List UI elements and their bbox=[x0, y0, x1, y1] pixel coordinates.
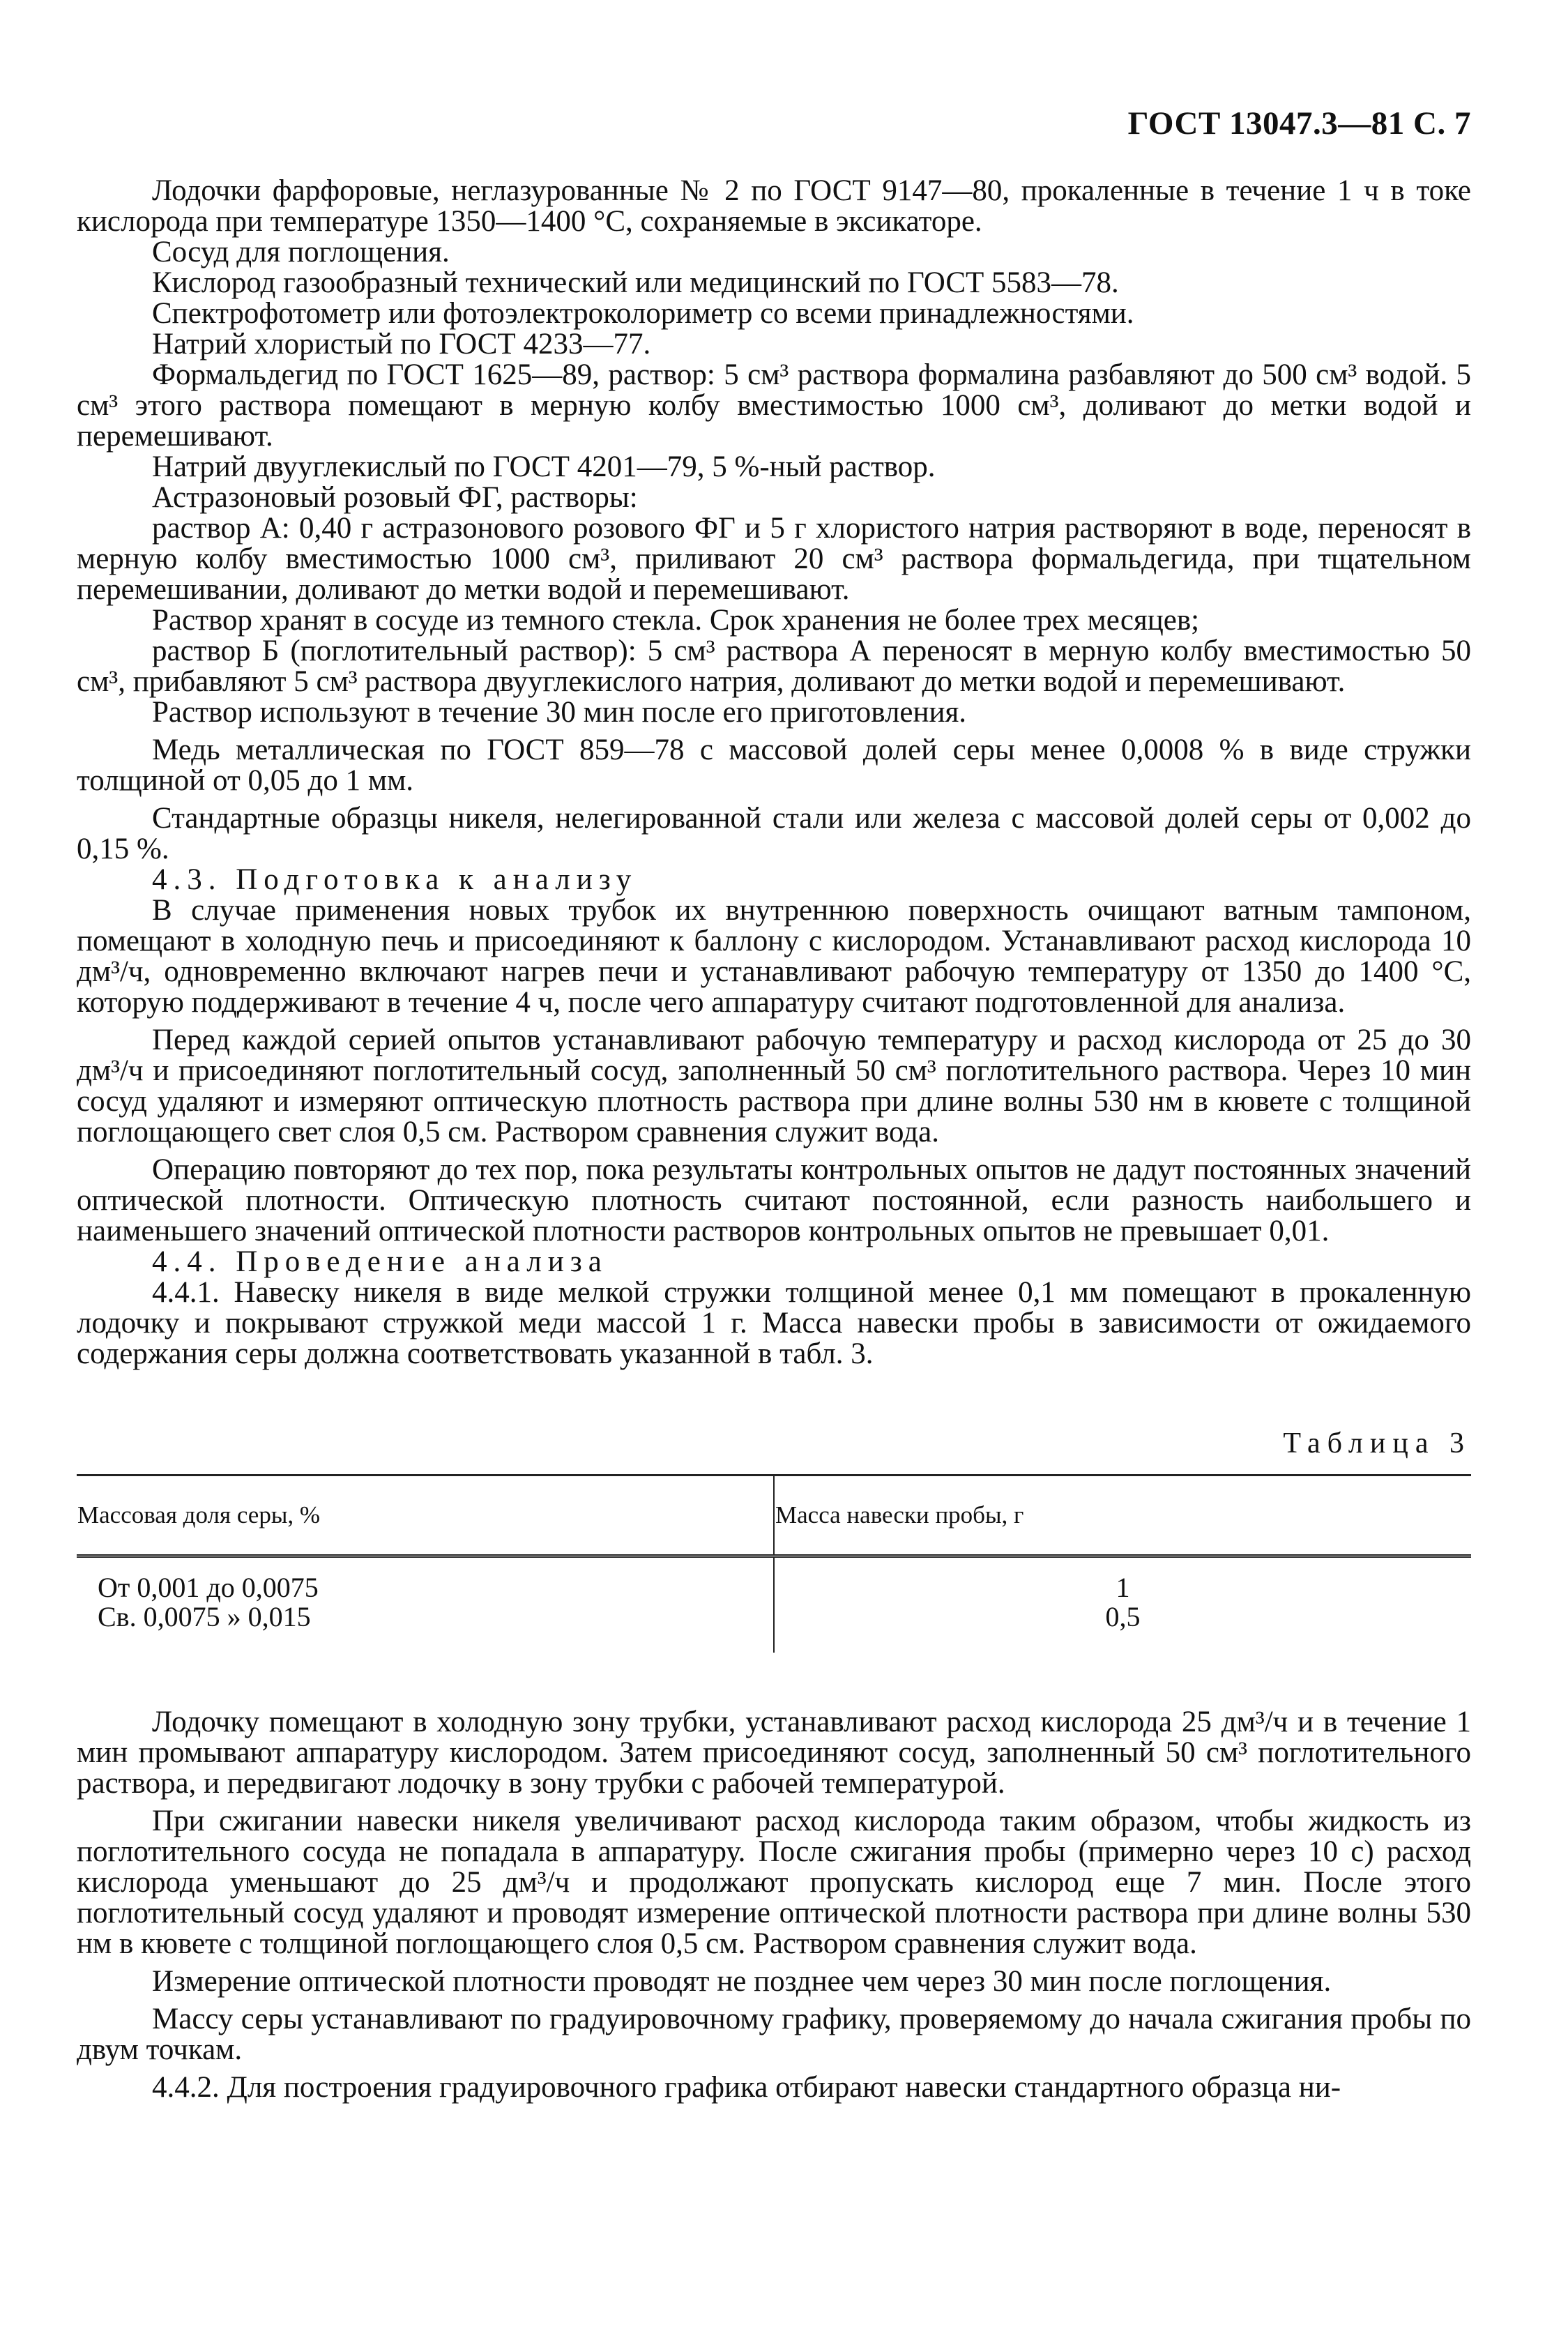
cell-line: 0,5 bbox=[1105, 1601, 1141, 1632]
paragraph: Лодочки фарфоровые, неглазурованные № 2 по ГОСТ 9147—80, прокаленные в течение 1 ч в токе кислорода при температуре 1350—1400 °С, сохраняемые в эксикаторе. bbox=[77, 174, 1471, 238]
cell-line: Св. 0,0075 » 0,015 bbox=[98, 1601, 311, 1632]
paragraph: Кислород газообразный технический или медицинский по ГОСТ 5583—78. bbox=[152, 266, 1119, 299]
table-3 bbox=[77, 1474, 1471, 1653]
paragraph: Спектрофотометр или фотоэлектроколориметр со всеми принадлежностями. bbox=[152, 297, 1134, 330]
paragraph: Астразоновый розовый ФГ, растворы: bbox=[152, 481, 638, 514]
page-header: ГОСТ 13047.3—81 С. 7 bbox=[1127, 105, 1471, 142]
paragraph: Измерение оптической плотности проводят не позднее чем через 30 мин после поглощения. bbox=[152, 1965, 1332, 1998]
document-body bbox=[77, 176, 1471, 2103]
cell-line: 1 bbox=[1116, 1572, 1130, 1603]
paragraph: Формальдегид по ГОСТ 1625—89, раствор: 5 см³ раствора формалина разбавляют до 500 см³ водой. 5 см³ этого раствора помещают в мерную колбу вместимостью 1000 см³, доливают до метки водой и перемешивают. bbox=[77, 358, 1471, 453]
paragraph: Стандартные образцы никеля, нелегированной стали или железа с массовой долей серы от 0,002 до 0,15 %. bbox=[77, 802, 1471, 865]
paragraph: Операцию повторяют до тех пор, пока результаты контрольных опытов не дадут постоянных значений оптической плотности. Оптическую плотность считают постоянной, если разность наибольшего и наименьшего значений оптической плотности растворов контрольных опытов не превышает 0,01. bbox=[77, 1153, 1471, 1247]
paragraph: Лодочку помещают в холодную зону трубки, устанавливают расход кислорода 25 дм³/ч и в течение 1 мин промывают аппаратуру кислородом. Затем присоединяют сосуд, заполненный 50 см³ поглотительного раствора, и передвигают лодочку в зону трубки с рабочей температурой. bbox=[77, 1706, 1471, 1800]
paragraph: В случае применения новых трубок их внутреннюю поверхность очищают ватным тампоном, помещают в холодную печь и присоединяют к баллону с кислородом. Устанавливают расход кислорода 10 дм³/ч, одновременно включают нагрев печи и устанавливают рабочую температуру от 1350 до 1400 °С, которую поддерживают в течение 4 ч, после чего аппаратуру считают подготовленной для анализа. bbox=[77, 894, 1471, 1019]
paragraph: Сосуд для поглощения. bbox=[152, 236, 450, 268]
section-heading-4-3: 4.3. Подготовка к анализу bbox=[152, 863, 638, 896]
paragraph: 4.4.2. Для построения градуировочного графика отбирают навески стандартного образца ни- bbox=[152, 2071, 1341, 2104]
section-heading-4-4: 4.4. Проведение анализа bbox=[152, 1245, 608, 1278]
table-header-cell: Массовая доля серы, % bbox=[77, 1475, 774, 1556]
table-cell bbox=[77, 1556, 774, 1653]
paragraph: 4.4.1. Навеску никеля в виде мелкой стружки толщиной менее 0,1 мм помещают в прокаленную лодочку и покрывают стружкой меди массой 1 г. Масса навески пробы в зависимости от ожидаемого содержания серы должна соответствовать указанной в табл. 3. bbox=[77, 1276, 1471, 1370]
table-header-cell: Масса навески пробы, г bbox=[774, 1475, 1471, 1556]
paragraph: раствор Б (поглотительный раствор): 5 см³ раствора А переносят в мерную колбу вместимостью 50 см³, прибавляют 5 см³ раствора двууглекислого натрия, доливают до метки водой и перемешивают. bbox=[77, 635, 1471, 698]
paragraph: Раствор используют в течение 30 мин после его приготовления. bbox=[152, 696, 967, 729]
paragraph: Натрий двууглекислый по ГОСТ 4201—79, 5 %-ный раствор. bbox=[152, 450, 936, 483]
paragraph: При сжигании навески никеля увеличивают расход кислорода таким образом, чтобы жидкость из поглотительного сосуда не попадала в аппаратуру. После сжигания пробы (примерно через 10 с) расход кислорода уменьшают до 25 дм³/ч и продолжают пропускать кислород еще 7 мин. После этого поглотительный сосуд удаляют и проводят измерение оптической плотности раствора при длине волны 530 нм в кювете с толщиной поглощающего слоя 0,5 см. Раствором сравнения служит вода. bbox=[77, 1805, 1471, 1960]
table-cell bbox=[774, 1556, 1471, 1653]
paragraph: Перед каждой серией опытов устанавливают рабочую температуру и расход кислорода от 25 до 30 дм³/ч и присоединяют поглотительный сосуд, заполненный 50 см³ поглотительного раствора. Через 10 мин сосуд удаляют и измеряют оптическую плотность раствора при длине волны 530 нм в кювете с толщиной поглощающего свет слоя 0,5 см. Раствором сравнения служит вода. bbox=[77, 1024, 1471, 1148]
cell-line: От 0,001 до 0,0075 bbox=[98, 1572, 319, 1603]
paragraph: Натрий хлористый по ГОСТ 4233—77. bbox=[152, 328, 651, 361]
paragraph: Медь металлическая по ГОСТ 859—78 с массовой долей серы менее 0,0008 % в виде стружки толщиной от 0,05 до 1 мм. bbox=[77, 734, 1471, 797]
paragraph: раствор А: 0,40 г астразонового розового ФГ и 5 г хлористого натрия растворяют в воде, переносят в мерную колбу вместимостью 1000 см³, приливают 20 см³ раствора формальдегида, при тщательном перемешивании, доливают до метки водой и перемешивают. bbox=[77, 512, 1471, 606]
paragraph: Массу серы устанавливают по градуировочному графику, проверяемому до начала сжигания пробы по двум точкам. bbox=[77, 2003, 1471, 2066]
table-title: Таблица 3 bbox=[1283, 1427, 1471, 1459]
paragraph: Раствор хранят в сосуде из темного стекла. Срок хранения не более трех месяцев; bbox=[152, 604, 1200, 637]
table-row bbox=[77, 1556, 1471, 1653]
